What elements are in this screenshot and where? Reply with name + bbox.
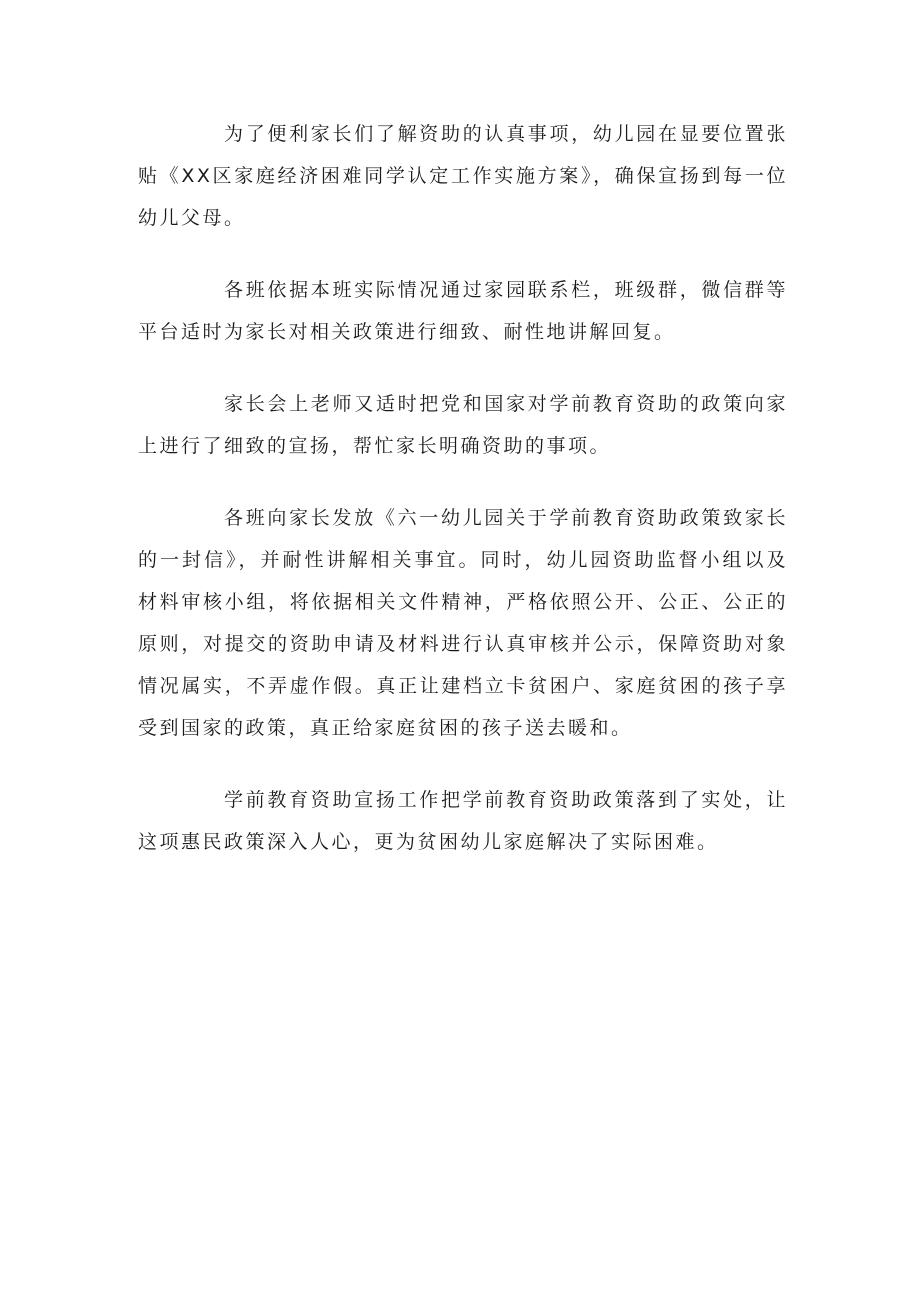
paragraph-1: 为了便利家长们了解资助的认真事项，幼儿园在显要位置张贴《XX区家庭经济困难同学认定工作实施方案》，确保宣扬到每一位幼儿父母。 [138, 123, 788, 229]
document-body [138, 113, 788, 893]
paragraph-5: 学前教育资助宣扬工作把学前教育资助政策落到了实处，让这项惠民政策深入人心，更为贫困幼儿家庭解决了实际困难。 [138, 789, 788, 853]
paragraph-4: 各班向家长发放《六一幼儿园关于学前教育资助政策致家长的一封信》，并耐性讲解相关事宜。同时，幼儿园资助监督小组以及材料审核小组，将依据相关文件精神，严格依照公开、公正、公正的原则，对提交的资助申请及材料进行认真审核并公示，保障资助对象情况属实，不弄虚作假。真正让建档立卡贫困户、家庭贫困的孩子享受到国家的政策，真正给家庭贫困的孩子送去暖和。 [138, 507, 788, 739]
paragraph-2: 各班依据本班实际情况通过家园联系栏，班级群，微信群等平台适时为家长对相关政策进行细致、耐性地讲解回复。 [138, 279, 788, 343]
paragraph-3: 家长会上老师又适时把党和国家对学前教育资助的政策向家上进行了细致的宣扬，帮忙家长明确资助的事项。 [138, 393, 788, 457]
